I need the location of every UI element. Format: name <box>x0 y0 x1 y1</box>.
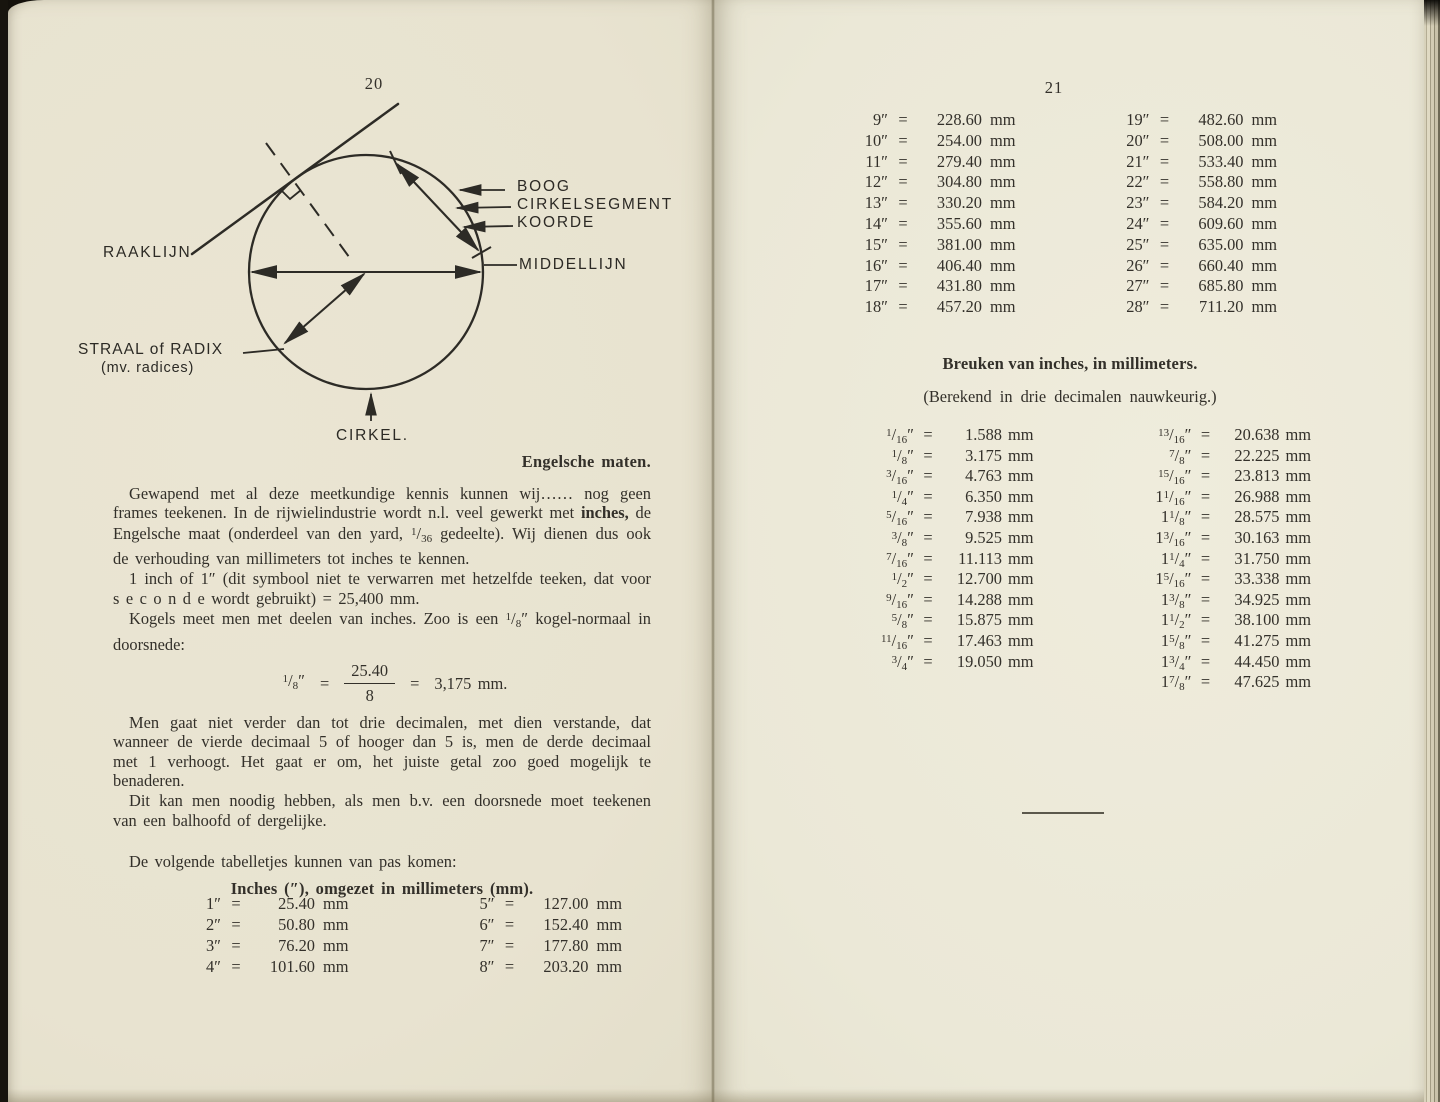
fraction-row: $^9/_{16}''$ = 14.288 mm <box>886 589 1034 611</box>
label-cirkel: CIRKEL. <box>336 427 409 444</box>
fraction-row: $^3/_8''$ = 9.525 mm <box>891 527 1034 549</box>
inch-table-col-left <box>852 110 1016 318</box>
conversion-row: 19″ = 482.60 mm <box>1126 110 1277 129</box>
page-edges-right <box>1424 0 1440 1102</box>
fraction-row: $^1/_4''$ = 6.350 mm <box>891 486 1034 508</box>
conversion-row: 25″ = 635.00 mm <box>1126 234 1277 254</box>
conversion-row: 20″ = 508.00 mm <box>1126 130 1277 150</box>
fraction-row: $^7/_{16}''$ = 11.113 mm <box>886 548 1034 570</box>
inch-table-col-right <box>459 894 623 978</box>
fraction-table-col-right <box>1120 425 1312 693</box>
tangent-line <box>192 104 398 254</box>
conversion-row: 28″ = 711.20 mm <box>1126 297 1277 317</box>
equals-sign: = <box>410 673 420 693</box>
radius-arrow <box>285 274 364 343</box>
fraction-row: $1^3/_4''$ = 44.450 mm <box>1160 651 1311 673</box>
formula-result: 3,175 mm. <box>434 673 508 693</box>
conversion-row: 22″ = 558.80 mm <box>1126 172 1277 192</box>
cirkelsegment-pointer-arrow <box>457 207 511 208</box>
fraction-row: $^1/_{16}''$ = 1.588 mm <box>886 425 1034 446</box>
fraction-row: $1^7/_8''$ = 47.625 mm <box>1160 672 1311 694</box>
conversion-row: 5″ = 127.00 mm <box>479 894 622 913</box>
conversion-row: 23″ = 584.20 mm <box>1126 193 1277 213</box>
label-boog: BOOG <box>517 178 571 195</box>
paragraph-balhoofd: Dit kan men noodig hebben, als men b.v. een doorsnede moet teekenen van een balhoofd of dergelijke. <box>113 790 651 830</box>
conversion-row: 24″ = 609.60 mm <box>1126 213 1277 233</box>
fraction-row: $^{15}/_{16}''$ = 23.813 mm <box>1158 466 1311 488</box>
conversion-row: 18″ = 457.20 mm <box>864 297 1016 317</box>
straal-pointer-line <box>243 349 284 353</box>
fraction-row: $1^1/_8''$ = 28.575 mm <box>1160 507 1311 529</box>
fraction-row: $1^1/_{16}''$ = 26.988 mm <box>1155 486 1311 508</box>
paragraph-inch-symbool: 1 inch of 1″ (dit symbool niet te verwarren met hetzelfde teeken, dat voor s e c o n d e wordt gebruikt) = 25,400 mm. <box>113 568 651 608</box>
label-straal-sub: (mv. radices) <box>101 360 195 376</box>
fraction-row: $1^1/_2''$ = 38.100 mm <box>1160 610 1311 632</box>
fraction-row: $^1/_8''$ = 3.175 mm <box>891 445 1034 467</box>
page-number-21: 21 <box>1044 78 1064 97</box>
conversion-row: 15″ = 381.00 mm <box>864 234 1016 254</box>
paragraph-gewapend: Gewapend met al deze meetkundige kennis kunnen wij…… nog geen frames teekenen. In de rijwielindustrie wordt n.l. veel gewerkt met inches, de Engelsche maat (onderdeel van den yard, $^1/_{36}$ gedeelte). Wij dienen dus ook de verhouding van millimeters tot inches te kennen. <box>113 483 652 569</box>
conversion-row: 17″ = 431.80 mm <box>864 276 1016 296</box>
page-number-20: 20 <box>364 74 384 93</box>
label-raaklijn: RAAKLIJN <box>103 244 192 261</box>
conversion-row: 7″ = 177.80 mm <box>479 936 622 955</box>
conversion-row: 14″ = 355.60 mm <box>864 213 1016 233</box>
fraction-table <box>842 425 1397 693</box>
table-intro: De volgende tabelletjes kunnen van pas komen: <box>129 852 457 872</box>
conversion-row: 9″ = 228.60 mm <box>872 110 1016 129</box>
conversion-row: 8″ = 203.20 mm <box>479 957 622 976</box>
conversion-row: 27″ = 685.80 mm <box>1126 276 1277 296</box>
conversion-row: 21″ = 533.40 mm <box>1126 151 1277 171</box>
fraction-row: $^5/_{16}''$ = 7.938 mm <box>886 507 1034 529</box>
label-cirkelsegment: CIRKELSEGMENT <box>517 196 674 213</box>
fraction-table-heading: Breuken van inches, in millimeters. <box>942 354 1198 373</box>
fraction-row: $1^5/_8''$ = 41.275 mm <box>1160 630 1311 652</box>
fraction-row: $1^3/_{16}''$ = 30.163 mm <box>1155 527 1311 549</box>
page-20-text <box>113 452 651 898</box>
inch-table-page21 <box>852 110 1375 318</box>
koorde-pointer-arrow <box>464 226 513 227</box>
conversion-row: 11″ = 279.40 mm <box>865 151 1016 171</box>
inch-table-title: Inches (″), omgezet in millimeters (mm). <box>230 878 534 898</box>
inch-table-col-left <box>185 894 349 978</box>
circle-diagram <box>70 95 700 450</box>
conversion-row: 1″ = 25.40 mm <box>205 894 349 913</box>
normal-dashed-line <box>266 143 352 261</box>
equals-sign: = <box>320 673 330 693</box>
paragraph-decimalen: Men gaat niet verder dan tot drie decimalen, met dien verstande, dat wanneer de vierde decimaal 5 of hooger dan 5 is, men de derde decimaal met 1 verhoogt. Het gaat er om, het juiste getal zoo goed mogelijk te benaderen. <box>113 712 651 791</box>
fraction-row: $^1/_2''$ = 12.700 mm <box>891 569 1034 591</box>
label-koorde: KOORDE <box>517 214 595 231</box>
formula-lhs: $^1/_8''$ <box>282 671 305 693</box>
divider-rule <box>1022 812 1104 814</box>
conversion-row: 10″ = 254.00 mm <box>864 130 1016 150</box>
inch-table-page20 <box>185 894 732 978</box>
formula-fraction: $\frac{25.40}{8}$ <box>344 661 395 705</box>
label-middellijn: MIDDELLIJN <box>519 256 628 273</box>
bottom-shade <box>8 1089 1424 1102</box>
fraction-row: $^3/_4''$ = 19.050 mm <box>891 651 1034 673</box>
fraction-row: $1^3/_8''$ = 34.925 mm <box>1160 589 1311 611</box>
fraction-row: $1^5/_{16}''$ = 33.338 mm <box>1155 569 1311 591</box>
conversion-row: 2″ = 50.80 mm <box>205 915 349 934</box>
scan-edge-left <box>0 0 8 1102</box>
fraction-row: $^3/_{16}''$ = 4.763 mm <box>886 466 1034 488</box>
fraction-table-subtitle: (Berekend in drie decimalen nauwkeurig.) <box>923 387 1217 406</box>
fraction-row: $^5/_8''$ = 15.875 mm <box>891 610 1034 632</box>
conversion-row: 4″ = 101.60 mm <box>205 957 349 976</box>
fraction-table-col-left <box>842 425 1034 693</box>
fraction-row: $^{11}/_{16}''$ = 17.463 mm <box>881 630 1034 652</box>
conversion-row: 26″ = 660.40 mm <box>1126 255 1277 275</box>
conversion-row: 16″ = 406.40 mm <box>864 255 1016 275</box>
fraction-row: $1^1/_4''$ = 31.750 mm <box>1160 548 1311 570</box>
chord-tick-top <box>390 151 401 174</box>
conversion-formula <box>233 661 651 705</box>
inch-table-col-right <box>1114 110 1278 318</box>
fraction-row: $^7/_8''$ = 22.225 mm <box>1169 445 1311 467</box>
label-straal: STRAAL of RADIX <box>78 341 224 358</box>
conversion-row: 6″ = 152.40 mm <box>479 915 622 934</box>
conversion-row: 13″ = 330.20 mm <box>864 193 1016 213</box>
conversion-row: 3″ = 76.20 mm <box>205 936 349 955</box>
fraction-row: $^{13}/_{16}''$ = 20.638 mm <box>1158 425 1311 446</box>
section-heading: Engelsche maten. <box>521 452 651 471</box>
conversion-row: 12″ = 304.80 mm <box>864 172 1016 192</box>
paragraph-kogels: Kogels meet men met deelen van inches. Zoo is een $^1/_8''$ kogel-normaal in doorsnede: <box>113 609 651 654</box>
